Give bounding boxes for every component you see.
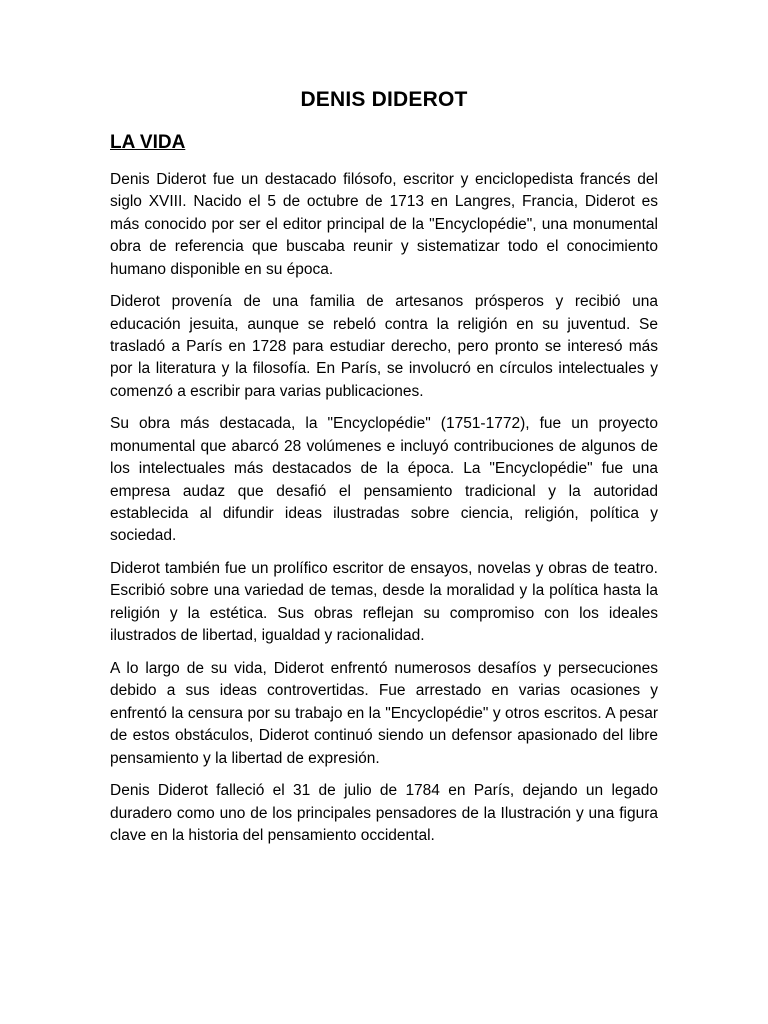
paragraph-6: Denis Diderot falleció el 31 de julio de 1784 en París, dejando un legado duradero como uno de los principales pensadores de la Ilustración y una figura clave en la historia del pensamiento occidental. bbox=[110, 782, 658, 844]
paragraph-1: Denis Diderot fue un destacado filósofo, escritor y enciclopedista francés del siglo XVIII. Nacido el 5 de octubre de 1713 en Langres, Francia, Diderot es más conocido por ser el editor principal de la "Encyclopédie", una monumental obra de referencia que buscaba reunir y sistematizar todo el conocimiento humano disponible en su época. bbox=[110, 171, 658, 278]
paragraph-2: Diderot provenía de una familia de artesanos prósperos y recibió una educación jesuita, aunque se rebeló contra la religión en su juventud. Se trasladó a París en 1728 para estudiar derecho, pero pronto se interesó más por la literatura y la filosofía. En París, se involucró en círculos intelectuales y comenzó a escribir para varias publicaciones. bbox=[110, 293, 658, 400]
document-body bbox=[110, 169, 658, 858]
section-heading-la-vida: LA VIDA bbox=[110, 132, 186, 153]
document-title: DENIS DIDEROT bbox=[300, 88, 468, 111]
paragraph-4: Diderot también fue un prolífico escritor de ensayos, novelas y obras de teatro. Escribió sobre una variedad de temas, desde la moralidad y la política hasta la religión y la estética. Sus obras reflejan su compromiso con los ideales ilustrados de libertad, igualdad y racionalidad. bbox=[110, 560, 658, 645]
paragraph-3: Su obra más destacada, la "Encyclopédie" (1751-1772), fue un proyecto monumental que abarcó 28 volúmenes e incluyó contribuciones de algunos de los intelectuales más destacados de la época. La "Encyclopédie" fue una empresa audaz que desafió el pensamiento tradicional y la autoridad establecida al difundir ideas ilustradas sobre ciencia, religión, política y sociedad. bbox=[110, 415, 658, 545]
paragraph-5: A lo largo de su vida, Diderot enfrentó numerosos desafíos y persecuciones debido a sus ideas controvertidas. Fue arrestado en varias ocasiones y enfrentó la censura por su trabajo en la "Encyclopédie" y otros escritos. A pesar de estos obstáculos, Diderot continuó siendo un defensor apasionado del libre pensamiento y la libertad de expresión. bbox=[110, 659, 658, 767]
